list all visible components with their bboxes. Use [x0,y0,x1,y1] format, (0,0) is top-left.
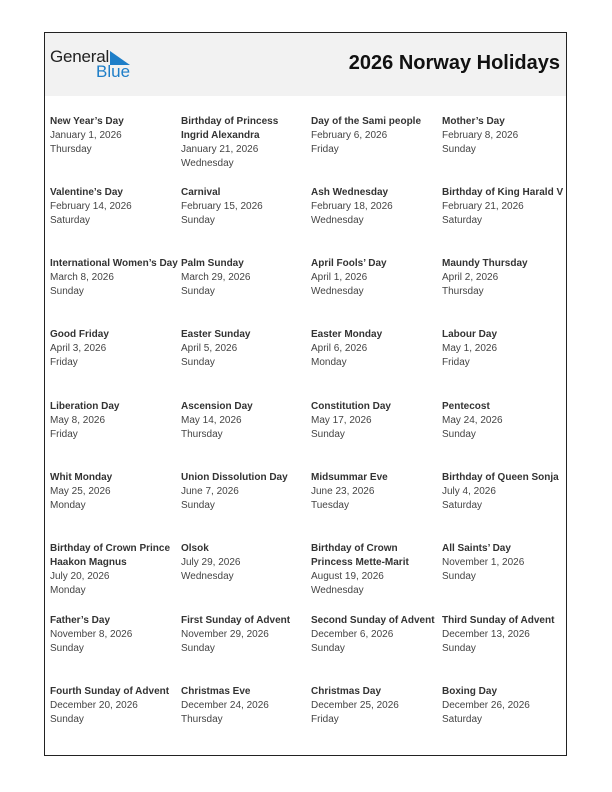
holiday-item [311,685,437,727]
holiday-item [442,328,564,370]
holiday-item [311,328,437,370]
holiday-name: Midsummar Eve [311,472,388,483]
holiday-item [442,542,564,584]
holiday-date: November 8, 2026 [50,629,133,640]
holiday-name: Ash Wednesday [311,187,389,198]
holiday-item [311,471,437,513]
holiday-item [181,471,307,513]
holiday-name: Fourth Sunday of Advent [50,686,170,697]
holiday-name: First Sunday of Advent [181,615,291,626]
holiday-name: Birthday of King Harald V [442,187,564,198]
page-title: 2026 Norway Holidays [348,52,560,74]
holiday-name: Birthday of Queen Sonja [442,472,559,483]
holiday-date: December 6, 2026 [311,629,394,640]
holiday-weekday: Friday [50,429,78,440]
holiday-item [311,542,437,598]
holiday-item [181,400,307,442]
holiday-name: Maundy Thursday [442,258,528,269]
holiday-date: July 20, 2026 [50,571,110,582]
holiday-name: Easter Sunday [181,329,251,340]
holiday-item [50,614,178,656]
holiday-item [181,328,307,370]
holiday-weekday: Sunday [50,643,84,654]
holiday-date: December 25, 2026 [311,700,399,711]
holiday-name: April Fools’ Day [311,258,387,269]
holiday-weekday: Sunday [442,144,476,155]
holiday-item [181,186,307,228]
holiday-weekday: Saturday [442,714,483,725]
holiday-weekday: Saturday [50,215,91,226]
holiday-date: December 26, 2026 [442,700,530,711]
holiday-weekday: Wednesday [181,571,234,582]
holiday-name: Good Friday [50,329,109,340]
holiday-grid [50,115,562,735]
holiday-item [50,186,178,228]
holiday-date: December 13, 2026 [442,629,530,640]
holiday-weekday: Thursday [50,144,92,155]
holiday-item [311,115,437,157]
holiday-item [181,614,307,656]
holiday-name: New Year’s Day [50,116,124,127]
holiday-name: Christmas Eve [181,686,251,697]
holiday-date: May 24, 2026 [442,415,503,426]
holiday-item [442,400,564,442]
holiday-name: Carnival [181,187,221,198]
holiday-date: March 8, 2026 [50,272,114,283]
holiday-name: Ascension Day [181,401,253,412]
holiday-weekday: Friday [311,144,339,155]
holiday-name: Birthday of Princess Ingrid Alexandra [181,116,279,141]
holiday-item [50,471,178,513]
holiday-name: Birthday of Crown Prince Haakon Magnus [50,543,171,568]
holiday-name: Labour Day [442,329,498,340]
holiday-date: May 14, 2026 [181,415,242,426]
holiday-date: February 6, 2026 [311,130,388,141]
logo-blue-text: Blue [96,62,131,81]
holiday-weekday: Friday [311,714,339,725]
holiday-date: May 1, 2026 [442,343,498,354]
holiday-date: August 19, 2026 [311,571,384,582]
holiday-date: November 1, 2026 [442,557,525,568]
holiday-date: February 15, 2026 [181,201,263,212]
holiday-item [311,186,437,228]
holiday-item [442,257,564,299]
holiday-date: February 8, 2026 [442,130,519,141]
holiday-date: July 4, 2026 [442,486,496,497]
holiday-item [50,542,178,598]
holiday-name: Palm Sunday [181,258,244,269]
holiday-weekday: Thursday [442,286,484,297]
holiday-name: Pentecost [442,401,490,412]
holiday-item [442,685,564,727]
holiday-name: All Saints’ Day [442,543,511,554]
holiday-name: Second Sunday of Advent [311,615,435,626]
holiday-date: June 7, 2026 [181,486,239,497]
holiday-weekday: Saturday [442,500,483,511]
holiday-date: July 29, 2026 [181,557,241,568]
holiday-date: April 2, 2026 [442,272,499,283]
holiday-weekday: Sunday [181,215,215,226]
holiday-date: May 8, 2026 [50,415,106,426]
holiday-date: April 3, 2026 [50,343,107,354]
holiday-name: Boxing Day [442,686,498,697]
holiday-date: December 24, 2026 [181,700,269,711]
holiday-date: February 21, 2026 [442,201,524,212]
holiday-item [442,115,564,157]
holiday-date: January 21, 2026 [181,144,259,155]
holiday-weekday: Monday [50,585,86,596]
holiday-item [181,115,307,171]
holiday-weekday: Monday [50,500,86,511]
holiday-weekday: Sunday [181,286,215,297]
holiday-date: April 1, 2026 [311,272,368,283]
holiday-date: November 29, 2026 [181,629,269,640]
holiday-name: Constitution Day [311,401,391,412]
holiday-item [50,257,178,299]
holiday-date: February 14, 2026 [50,201,132,212]
holiday-item [311,257,437,299]
holiday-name: Easter Monday [311,329,383,340]
holiday-date: May 17, 2026 [311,415,372,426]
holiday-name: Olsok [181,543,209,554]
holiday-weekday: Saturday [442,215,483,226]
holiday-weekday: Friday [442,357,470,368]
holiday-weekday: Sunday [50,714,84,725]
holiday-weekday: Sunday [311,429,345,440]
holiday-weekday: Wednesday [311,585,364,596]
holiday-weekday: Sunday [442,571,476,582]
holiday-date: February 18, 2026 [311,201,393,212]
holiday-item [442,471,564,513]
holiday-name: Christmas Day [311,686,382,697]
holiday-item [442,186,564,228]
holiday-date: January 1, 2026 [50,130,122,141]
holiday-weekday: Wednesday [181,158,234,169]
holiday-weekday: Sunday [50,286,84,297]
holiday-item [181,685,307,727]
holiday-name: Birthday of Crown Princess Mette-Marit [311,543,409,568]
holiday-weekday: Sunday [442,429,476,440]
holiday-name: Third Sunday of Advent [442,615,555,626]
holiday-item [50,328,178,370]
holiday-date: March 29, 2026 [181,272,251,283]
holiday-item [181,542,307,584]
holiday-weekday: Thursday [181,429,223,440]
holiday-name: International Women’s Day [50,258,178,269]
holiday-weekday: Sunday [181,500,215,511]
generalblue-logo [50,47,140,83]
holiday-weekday: Wednesday [311,286,364,297]
holiday-name: Mother’s Day [442,116,505,127]
holiday-name: Day of the Sami people [311,116,422,127]
holiday-date: May 25, 2026 [50,486,111,497]
holiday-item [50,685,178,727]
holiday-item [50,400,178,442]
holiday-weekday: Sunday [181,357,215,368]
holiday-item [50,115,178,157]
holiday-item [442,614,564,656]
holiday-item [181,257,307,299]
holiday-name: Father’s Day [50,615,111,626]
holiday-weekday: Wednesday [311,215,364,226]
holiday-name: Liberation Day [50,401,120,412]
holiday-date: April 5, 2026 [181,343,238,354]
holiday-date: June 23, 2026 [311,486,375,497]
holiday-weekday: Tuesday [311,500,349,511]
holiday-name: Whit Monday [50,472,113,483]
holiday-name: Valentine’s Day [50,187,123,198]
holiday-weekday: Sunday [442,643,476,654]
holiday-date: December 20, 2026 [50,700,138,711]
holiday-item [311,400,437,442]
holiday-weekday: Sunday [311,643,345,654]
logo-general-text: General [50,47,110,66]
holiday-weekday: Sunday [181,643,215,654]
holiday-weekday: Monday [311,357,347,368]
holiday-weekday: Friday [50,357,78,368]
holiday-item [311,614,437,656]
holiday-name: Union Dissolution Day [181,472,288,483]
holiday-weekday: Thursday [181,714,223,725]
holiday-date: April 6, 2026 [311,343,368,354]
